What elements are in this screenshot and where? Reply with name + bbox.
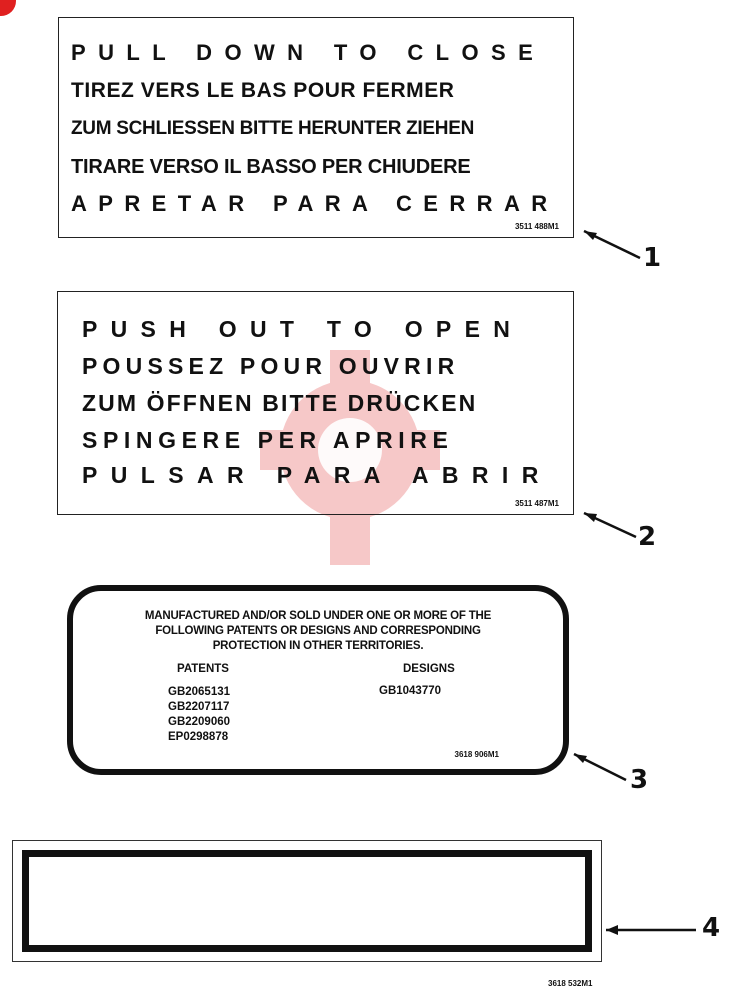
label-line: TIREZ VERS LE BAS POUR FERMER xyxy=(71,79,455,102)
label-blank-panel xyxy=(12,840,602,962)
callout-arrowhead-4 xyxy=(606,925,618,935)
designs-header: DESIGNS xyxy=(403,663,455,675)
label-patents xyxy=(67,585,569,775)
callout-arrowhead-1 xyxy=(584,231,597,240)
callout-number-4: 4 xyxy=(702,913,721,943)
label-line: ZUM ÖFFNEN BITTE DRÜCKEN xyxy=(82,390,478,416)
callout-leader-3 xyxy=(574,754,626,780)
label-push-out-to-open xyxy=(57,291,574,515)
patent-number: GB2065131 xyxy=(168,686,231,698)
part-number: 3511 488M1 xyxy=(514,222,559,231)
label-line: PUSH OUT TO OPEN xyxy=(82,316,524,342)
patent-number: EP0298878 xyxy=(168,731,229,743)
callout-number-2: 2 xyxy=(638,522,657,552)
part-number: 3511 487M1 xyxy=(514,499,559,508)
part-number: 3618 532M1 xyxy=(548,979,593,988)
callout-number-3: 3 xyxy=(630,765,649,795)
label-pull-down-to-close xyxy=(58,17,574,238)
patent-heading-line: FOLLOWING PATENTS OR DESIGNS AND CORRESPONDING xyxy=(155,625,481,637)
patent-heading-line: MANUFACTURED AND/OR SOLD UNDER ONE OR MORE OF THE xyxy=(144,610,492,622)
label-line: SPINGERE PER APRIRE xyxy=(82,427,454,453)
design-number: GB1043770 xyxy=(379,685,442,697)
callout-number-1: 1 xyxy=(643,243,662,273)
patent-number: GB2209060 xyxy=(168,716,231,728)
patent-number: GB2207117 xyxy=(168,701,230,713)
label-line: PULL DOWN TO CLOSE xyxy=(71,40,546,65)
label-line: TIRARE VERSO IL BASSO PER CHIUDERE xyxy=(71,156,471,178)
label-blank-panel-border xyxy=(22,850,592,952)
callout-leader-1 xyxy=(584,231,640,258)
label-line: POUSSEZ POUR OUVRIR xyxy=(82,353,460,379)
callout-leader-2 xyxy=(584,513,636,537)
label-line: PULSAR PARA ABRIR xyxy=(82,462,552,488)
callout-arrowhead-3 xyxy=(574,754,587,763)
corner-mark xyxy=(0,0,16,16)
patent-heading-line: PROTECTION IN OTHER TERRITORIES. xyxy=(212,640,424,652)
callout-arrowhead-2 xyxy=(584,513,597,522)
label-line: ZUM SCHLIESSEN BITTE HERUNTER ZIEHEN xyxy=(71,118,474,139)
patents-header: PATENTS xyxy=(177,663,229,675)
label-line: APRETAR PARA CERRAR xyxy=(71,191,559,216)
part-number: 3618 906M1 xyxy=(454,750,499,759)
